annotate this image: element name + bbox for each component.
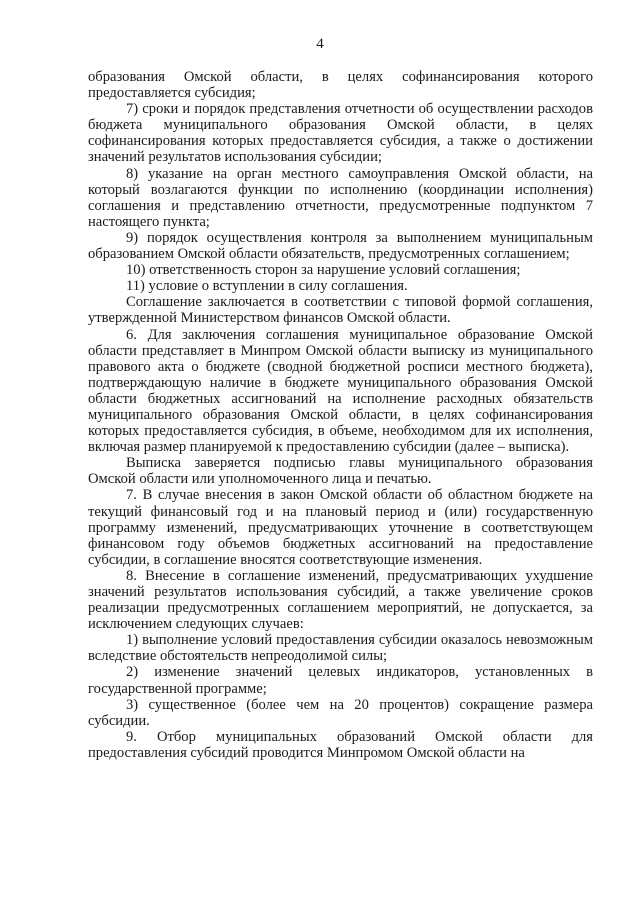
paragraph-agreement-form: Соглашение заключается в соответствии с типовой формой соглашения, утвержденной Министерством финансов Омской области. (88, 294, 593, 327)
exception-item-2: 2) изменение значений целевых индикаторов, установленных в государственной программе; (88, 664, 593, 697)
paragraph-extract-certification: Выписка заверяется подписью главы муниципального образования Омской области или уполномоченного лица и печатью. (88, 455, 593, 488)
page-number: 4 (316, 36, 324, 52)
document-body (88, 69, 593, 761)
paragraph-continuation: образования Омской области, в целях софинансирования которого предоставляется субсидия; (88, 69, 593, 102)
clause-6: 6. Для заключения соглашения муниципальное образование Омской области представляет в Минпром Омской области выписку из муниципального правового акта о бюджете (сводной бюджетной росписи местного бюджета), подтверждающую наличие в бюджете муниципального образования Омской области бюджетных ассигнований на исполнение расходных обязательств муниципального образования Омской области, в целях софинансирования которых предоставляется субсидия, в объеме, необходимом для их исполнения, включая размер планируемой к предоставлению субсидии (далее – выписка). (88, 326, 593, 456)
clause-9: 9. Отбор муниципальных образований Омской области для предоставления субсидий проводится Минпромом Омской области на (88, 728, 593, 761)
exception-item-3: 3) существенное (более чем на 20 процентов) сокращение размера субсидии. (88, 696, 593, 729)
clause-8: 8. Внесение в соглашение изменений, предусматривающих ухудшение значений результатов использования субсидий, а также увеличение сроков реализации предусмотренных соглашением мероприятий, не допускается, за исключением следующих случаев: (88, 567, 593, 633)
list-item-10: 10) ответственность сторон за нарушение условий соглашения; (126, 262, 521, 279)
exception-item-1: 1) выполнение условий предоставления субсидии оказалось невозможным вследствие обстоятельств непреодолимой силы; (88, 632, 593, 665)
list-item-9: 9) порядок осуществления контроля за выполнением муниципальным образованием Омской области обязательств, предусмотренных соглашением; (88, 229, 593, 263)
list-item-7: 7) сроки и порядок представления отчетности об осуществлении расходов бюджета муниципального образования Омской области, в целях софинансирования которых предоставляется субсидия, а также о достижении значений результатов использования субсидии; (88, 101, 593, 166)
list-item-8: 8) указание на орган местного самоуправления Омской области, на который возлагаются функции по исполнению (координации исполнения) соглашения и представлению отчетности, предусмотренные подпунктом 7 настоящего пункта; (88, 165, 593, 230)
clause-7: 7. В случае внесения в закон Омской области об областном бюджете на текущий финансовый год и на плановый период и (или) государственную программу изменений, предусматривающих уточнение в соответствующем финансовом году объемов бюджетных ассигнований на предоставление субсидии, в соглашение вносятся соответствующие изменения. (88, 487, 593, 568)
list-item-11: 11) условие о вступлении в силу соглашения. (126, 278, 408, 295)
